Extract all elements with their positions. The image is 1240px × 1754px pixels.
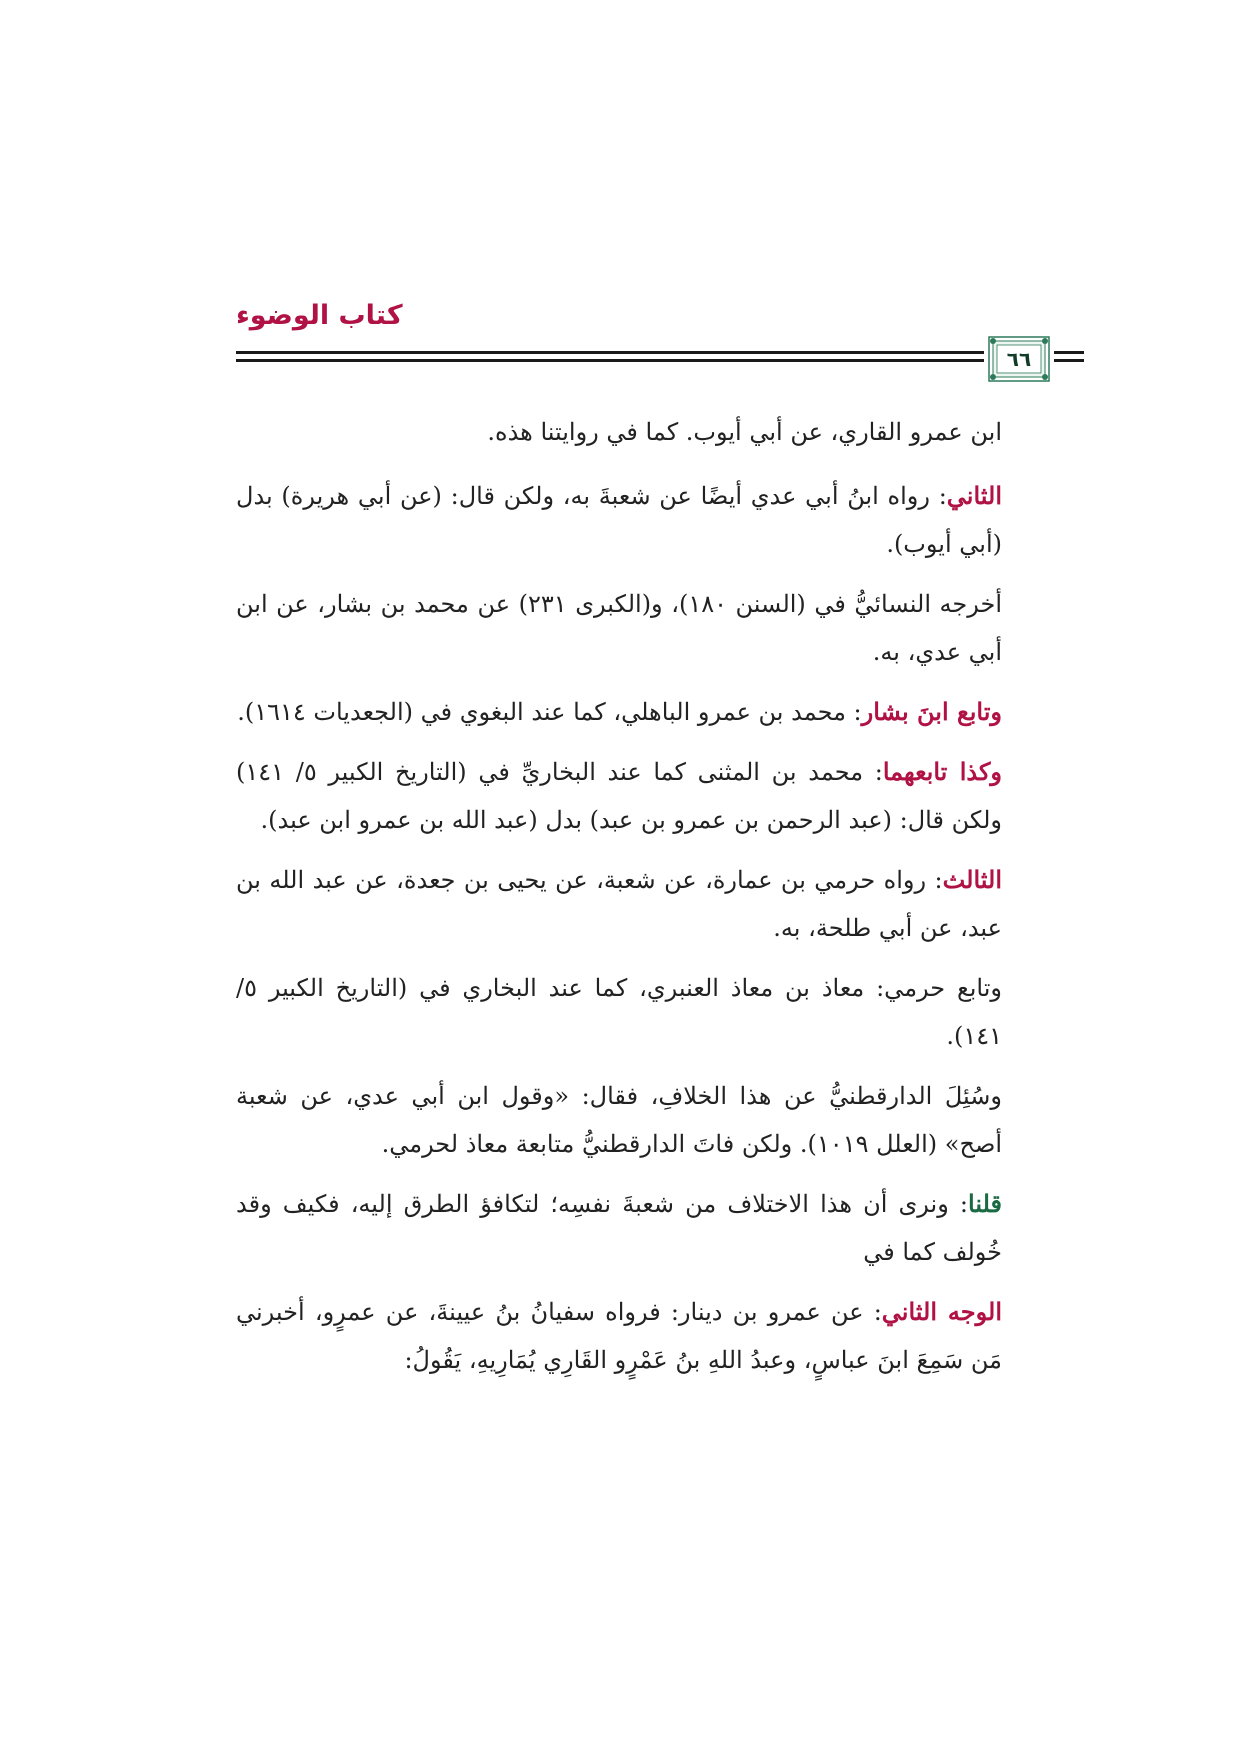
page-number: ٦٦	[1006, 347, 1032, 371]
paragraph	[236, 472, 1002, 568]
paragraph-text: أخرجه النسائيُّ في (السنن ١٨٠)، و(الكبرى ٢٣١) عن محمد بن بشار، عن ابن أبي عدي، به.	[236, 590, 1002, 666]
header-rule-line	[236, 351, 984, 354]
header-rule-line	[1054, 359, 1084, 362]
paragraph-text: : رواه حرمي بن عمارة، عن شعبة، عن يحيى بن جعدة، عن عبد الله بن عبد، عن أبي طلحة، به.	[236, 866, 1002, 942]
paragraph	[236, 856, 1002, 952]
paragraph-text: : رواه ابنُ أبي عدي أيضًا عن شعبةَ به، ولكن قال: (عن أبي هريرة) بدل (أبي أيوب).	[236, 482, 1002, 558]
paragraph-label: الثالث	[942, 865, 1002, 894]
paragraph	[236, 964, 1002, 1060]
paragraph-label: الثاني	[946, 481, 1002, 510]
paragraph-label: الوجه الثاني	[881, 1297, 1002, 1326]
paragraph-label: وكذا تابعهما	[882, 757, 1003, 786]
body-text	[236, 408, 1002, 1396]
paragraph-label: قلنا	[968, 1189, 1002, 1218]
paragraph	[236, 748, 1002, 844]
paragraph	[236, 688, 1002, 736]
header-rule-line	[236, 359, 984, 362]
paragraph-text: : محمد بن المثنى كما عند البخاريِّ في (التاريخ الكبير ٥/ ١٤١) ولكن قال: (عبد الرحمن بن عمرو بن عبد) بدل (عبد الله بن عمرو ابن عبد).	[236, 758, 1002, 834]
paragraph-text: : محمد بن عمرو الباهلي، كما عند البغوي في (الجعديات ١٦١٤).	[237, 698, 862, 726]
paragraph-text: ابن عمرو القاري، عن أبي أيوب. كما في روايتنا هذه.	[487, 418, 1002, 446]
paragraph-text: : ونرى أن هذا الاختلاف من شعبةَ نفسِه؛ لتكافؤ الطرق إليه، فكيف وقد خُولف كما في	[236, 1190, 1002, 1266]
paragraph	[236, 1072, 1002, 1168]
paragraph-text: وسُئِلَ الدارقطنيُّ عن هذا الخلافِ، فقال: «وقول ابن أبي عدي، عن شعبة أصح» (العلل ١٠١٩). ولكن فاتَ الدارقطنيُّ متابعة معاذ لحرمي.	[236, 1082, 1002, 1158]
running-header-title: كتاب الوضوء	[236, 300, 403, 331]
header-rule-line	[1054, 351, 1084, 354]
paragraph-text: وتابع حرمي: معاذ بن معاذ العنبري، كما عند البخاري في (التاريخ الكبير ٥/ ١٤١).	[236, 974, 1002, 1050]
paragraph-label: وتابع ابنَ بشار	[861, 697, 1002, 726]
paragraph	[236, 408, 1002, 456]
paragraph-text: : عن عمرو بن دينار: فرواه سفيانُ بنُ عيينةَ، عن عمرٍو، أخبرني مَن سَمِعَ ابنَ عباسٍ، وعبدُ اللهِ بنُ عَمْرٍو القَارِي يُمَارِيهِ، يَقُولُ:	[236, 1298, 1002, 1374]
paragraph	[236, 1288, 1002, 1384]
paragraph	[236, 580, 1002, 676]
paragraph	[236, 1180, 1002, 1276]
